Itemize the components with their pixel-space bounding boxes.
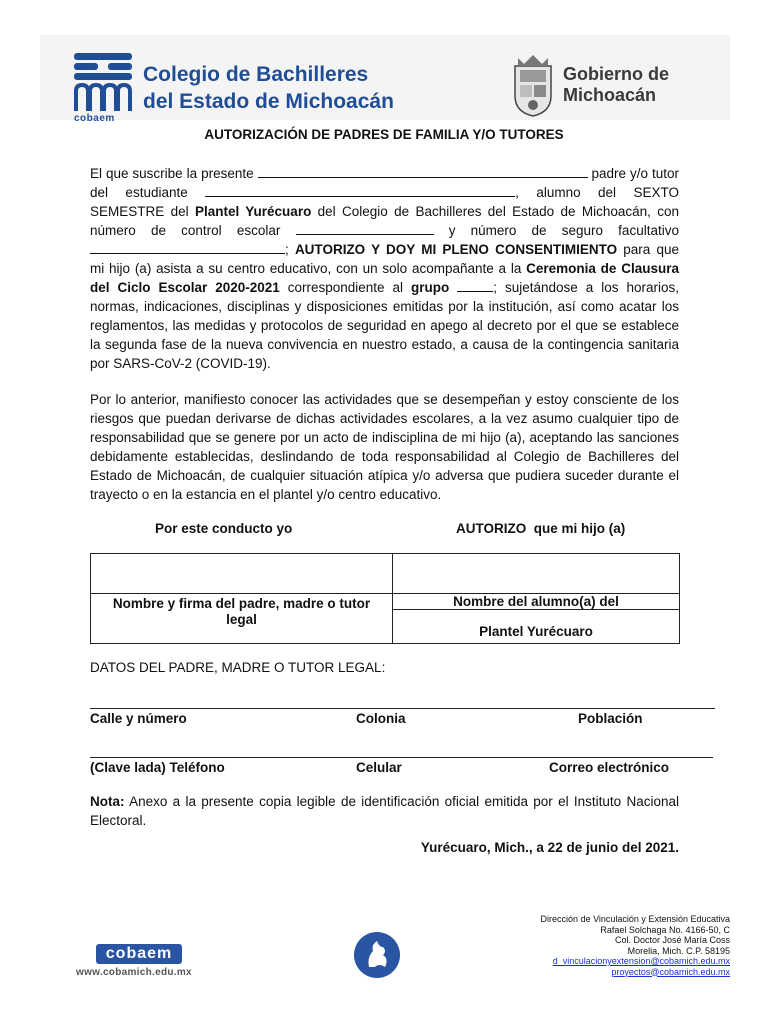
student-name-blank[interactable] [205, 184, 515, 197]
signer-name-blank[interactable] [258, 165, 588, 178]
poblacion-label: Población [578, 711, 643, 726]
parent-signature-label: Nombre y firma del padre, madre o tutor legal [91, 594, 393, 644]
footer-website[interactable]: www.cobamich.edu.mx [76, 967, 192, 978]
student-label: Nombre del alumno(a) del [393, 594, 680, 610]
paragraph-authorization [90, 164, 679, 373]
email-label: Correo electrónico [549, 760, 670, 775]
footer-email-2[interactable]: proyectos@cobamich.edu.mx [611, 966, 730, 977]
cobaem-wordmark: cobaem [74, 113, 115, 124]
note-paragraph [90, 792, 679, 830]
authorize-left-label: Por este conducto yo [155, 521, 293, 536]
control-number-blank[interactable] [296, 222, 434, 235]
note-line-1: Nota: Anexo a la presente copia legible de identificación oficial emitida por el Instituto Nacional [90, 794, 679, 809]
parent-signature-box[interactable] [91, 554, 393, 594]
p1-line-1: El que suscribe la presente padre y/o tutor [90, 166, 679, 181]
p2-line-6: trayecto o en la estancia en el plantel y/o centro educativo. [90, 487, 442, 502]
colonia-label: Colonia [356, 711, 406, 726]
phone-label: (Clave lada) Teléfono [90, 760, 225, 775]
p1-line-7: del Ciclo Escolar 2020-2021 correspondiente al grupo ; sujetándose a los horarios, [90, 280, 679, 295]
p1-line-11: por SARS-CoV-2 (COVID-19). [90, 356, 271, 371]
authorize-right-label: AUTORIZO que mi hijo (a) [456, 521, 626, 536]
place-date: Yurécuaro, Mich., a 22 de junio del 2021. [420, 840, 679, 855]
insurance-number-blank[interactable] [90, 241, 285, 254]
p2-line-4: debidamente establecidas, deslindando de toda responsabilidad al Colegio de Bachilleres del [90, 449, 679, 464]
contact-line[interactable] [90, 757, 713, 758]
government-name: Gobierno de Michoacán [563, 64, 670, 105]
street-label: Calle y número [90, 711, 187, 726]
p1-line-6: mi hijo (a) asista a su centro educativo, con un solo acompañante a la Ceremonia de Clausura [90, 261, 679, 276]
cellphone-label: Celular [356, 760, 402, 775]
p2-line-2: riesgos que puedan derivarse de dichas actividades escolares, a la vez asumo cualquier tipo de [90, 411, 679, 426]
p1-line-9: reglamentos, las medidas y protocolos de seguridad en apego al decreto por el que se establece [90, 318, 679, 333]
p1-line-8: normas, indicaciones, disciplinas y disposiciones emitidas por la institución, así como acatar los [90, 299, 679, 314]
document-title: AUTORIZACIÓN DE PADRES DE FAMILIA Y/O TUTORES [204, 127, 564, 142]
note-line-2: Electoral. [90, 813, 147, 828]
p1-line-4: número de control escolar y número de seguro facultativo [90, 223, 679, 238]
paragraph-responsibility [90, 390, 679, 504]
footer-email-1[interactable]: d_vinculacionyextension@cobamich.edu.mx [552, 956, 730, 966]
p2-line-1: Por lo anterior, manifiesto conocer las actividades que se desempeñan y estoy consciente de los [90, 392, 679, 407]
group-blank[interactable] [457, 279, 493, 292]
college-name: Colegio de Bachilleres del Estado de Michoacán [143, 63, 394, 113]
michoacan-seal-icon [510, 52, 556, 118]
address-line[interactable] [90, 708, 715, 709]
plantel-label: Plantel Yurécuaro [393, 610, 680, 644]
p1-line-10: la segunda fase de la nueva convivencia en nuestro estado, a causa de la contingencia sanitaria [90, 337, 679, 352]
emblem-icon [353, 931, 401, 979]
p2-line-5: Estado de Michoacán, de cualquier situación atípica y/o adversa que pudiera suceder durante el [90, 468, 679, 483]
signature-table [90, 553, 680, 644]
tutor-data-heading: DATOS DEL PADRE, MADRE O TUTOR LEGAL: [90, 660, 386, 675]
footer-cobaem-logo: cobaem [96, 944, 182, 964]
p1-line-2: del estudiante , alumno del SEXTO [90, 185, 679, 200]
p1-line-5: ; AUTORIZO Y DOY MI PLENO CONSENTIMIENTO para que [90, 240, 679, 259]
p1-line-3: SEMESTRE del Plantel Yurécuaro del Colegio de Bachilleres del Estado de Michoacán, con [90, 204, 679, 219]
student-name-box[interactable] [393, 554, 680, 594]
p2-line-3: responsabilidad que se genere por un acto de indisciplina de mi hijo (a), aceptando las sanciones [90, 430, 679, 445]
footer-address: Dirección de Vinculación y Extensión Educativa Rafael Solchaga No. 4166-50, C Col. Doctor José María Coss Morelia, Mich. C.P. 58195 d_vinculacionyextension@cobamich.edu.mx proyectos@cobamich.edu.mx [470, 914, 730, 977]
cobaem-logo-icon [74, 53, 132, 113]
